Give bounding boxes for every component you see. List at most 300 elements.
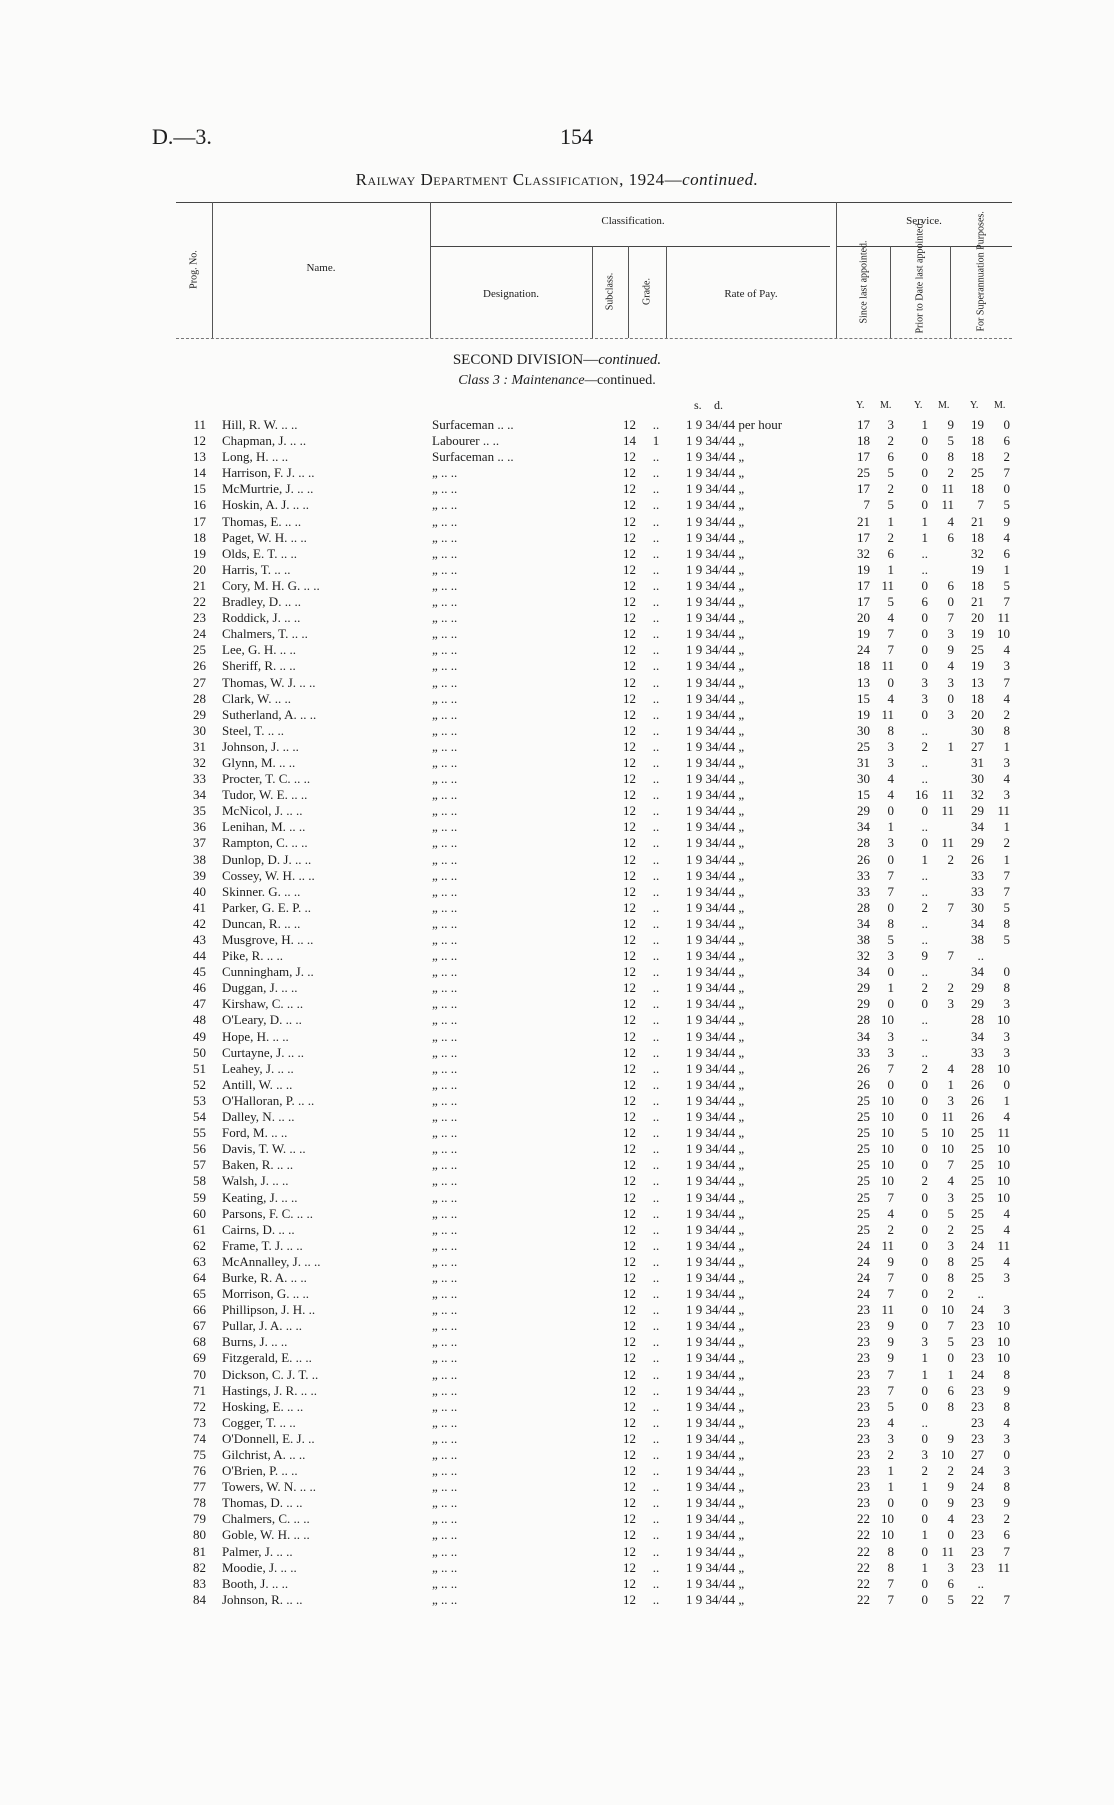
employee-name: Skinner. G. .. .. <box>222 883 301 899</box>
since-months: 1 <box>887 1463 894 1479</box>
prior-months: 4 <box>947 1511 954 1527</box>
prog-number: 49 <box>193 1028 206 1044</box>
designation: „ .. .. <box>432 1334 458 1350</box>
since-months: 7 <box>887 642 894 658</box>
designation: „ .. .. <box>432 819 458 835</box>
employee-name: Thomas, E. .. .. <box>222 513 302 529</box>
grade: .. <box>652 964 660 980</box>
prog-number: 55 <box>193 1125 206 1141</box>
grade: .. <box>652 754 660 770</box>
prog-number: 78 <box>193 1495 206 1511</box>
designation: „ .. .. <box>432 1463 458 1479</box>
prior-years: 1 <box>921 417 928 432</box>
rate-of-pay: 1 9 34/44 „ <box>686 1511 745 1527</box>
since-months: 10 <box>881 1173 894 1189</box>
prior-months: 9 <box>947 417 954 432</box>
subclass: 12 <box>623 626 636 642</box>
super-months: 5 <box>1003 577 1010 593</box>
division-text: SECOND DIVISION— <box>452 352 599 368</box>
prog-number: 36 <box>193 819 206 835</box>
super-months: 3 <box>1003 658 1010 674</box>
designation: „ .. .. <box>432 835 458 851</box>
grade: .. <box>652 1157 660 1173</box>
subclass: 12 <box>623 819 636 835</box>
employee-name: Thomas, W. J. .. .. <box>222 674 316 690</box>
super-years: 30 <box>971 722 984 738</box>
since-months: 11 <box>881 706 894 722</box>
rate-of-pay: 1 9 34/44 „ <box>686 787 745 803</box>
employee-name: O'Donnell, E. J. .. <box>222 1430 315 1446</box>
prog-number: 32 <box>193 754 206 770</box>
prog-number: 41 <box>193 899 206 915</box>
super-years: 23 <box>971 1543 984 1559</box>
since-years: 28 <box>857 899 870 915</box>
designation: Surfaceman .. .. <box>432 417 514 432</box>
prior-years: 0 <box>921 497 928 513</box>
since-years: 22 <box>857 1559 870 1575</box>
grade: .. <box>652 1173 660 1189</box>
since-years: 23 <box>857 1414 870 1430</box>
prior-years: .. <box>921 754 928 770</box>
table-row <box>0 868 1114 884</box>
super-months: 3 <box>1003 754 1010 770</box>
table-row <box>0 1399 1114 1415</box>
employee-name: Dunlop, D. J. .. .. <box>222 851 312 867</box>
super-months: 9 <box>1003 1495 1010 1511</box>
designation: „ .. .. <box>432 594 458 610</box>
grade: .. <box>652 883 660 899</box>
since-years: 22 <box>857 1591 870 1607</box>
designation: „ .. .. <box>432 1318 458 1334</box>
rate-of-pay: 1 9 34/44 „ <box>686 594 745 610</box>
designation: „ .. .. <box>432 545 458 561</box>
super-months: 3 <box>1003 1302 1010 1318</box>
table-row <box>0 514 1114 530</box>
table-row <box>0 1511 1114 1527</box>
employee-name: Chalmers, T. .. .. <box>222 626 308 642</box>
table-row <box>0 1222 1114 1238</box>
rate-of-pay: 1 9 34/44 „ <box>686 1350 745 1366</box>
grade: .. <box>652 948 660 964</box>
table-row <box>0 1334 1114 1350</box>
since-years: 24 <box>857 1269 870 1285</box>
table-row <box>0 465 1114 481</box>
designation: „ .. .. <box>432 1173 458 1189</box>
prior-years: 6 <box>921 594 928 610</box>
table-row <box>0 884 1114 900</box>
prior-months: 10 <box>941 1125 954 1141</box>
prior-months: 11 <box>941 1109 954 1125</box>
employee-name: Clark, W. .. .. <box>222 690 291 706</box>
super-years: 20 <box>971 706 984 722</box>
subclass: 12 <box>623 1173 636 1189</box>
rate-of-pay: 1 9 34/44 „ <box>686 1591 745 1607</box>
employee-name: Walsh, J. .. .. <box>222 1173 289 1189</box>
super-months: 10 <box>997 1060 1010 1076</box>
employee-name: Roddick, J. .. .. <box>222 610 301 626</box>
prog-number: 58 <box>193 1173 206 1189</box>
prior-months: 5 <box>947 1205 954 1221</box>
subclass: 12 <box>623 513 636 529</box>
table-row <box>0 964 1114 980</box>
designation: „ .. .. <box>432 706 458 722</box>
since-months: 7 <box>887 1366 894 1382</box>
prog-number: 71 <box>193 1382 206 1398</box>
super-months: 6 <box>1003 1527 1010 1543</box>
prog-number: 81 <box>193 1543 206 1559</box>
designation: „ .. .. <box>432 674 458 690</box>
since-months: 3 <box>887 1430 894 1446</box>
since-years: 32 <box>857 545 870 561</box>
prior-years: .. <box>921 915 928 931</box>
prog-number: 16 <box>193 497 206 513</box>
grade: .. <box>652 481 660 497</box>
since-years: 17 <box>857 481 870 497</box>
prog-number: 53 <box>193 1092 206 1108</box>
prior-months: 11 <box>941 803 954 819</box>
prior-years: 0 <box>921 1221 928 1237</box>
employee-name: Duggan, J. .. .. <box>222 980 298 996</box>
subclass: 12 <box>623 465 636 481</box>
grade: .. <box>652 1318 660 1334</box>
rate-of-pay: 1 9 34/44 „ <box>686 1076 745 1092</box>
prior-months: 3 <box>947 1092 954 1108</box>
table-row <box>0 610 1114 626</box>
super-years: 23 <box>971 1334 984 1350</box>
subclass: 12 <box>623 1012 636 1028</box>
since-months: 6 <box>887 449 894 465</box>
since-months: 5 <box>887 465 894 481</box>
super-years: 23 <box>971 1398 984 1414</box>
designation: „ .. .. <box>432 738 458 754</box>
prog-number: 33 <box>193 771 206 787</box>
since-months: 10 <box>881 1109 894 1125</box>
prior-months: 6 <box>947 529 954 545</box>
prior-months: 8 <box>947 1398 954 1414</box>
super-months: 5 <box>1003 899 1010 915</box>
super-months: 2 <box>1003 449 1010 465</box>
prog-number: 69 <box>193 1350 206 1366</box>
prior-years: 1 <box>921 1350 928 1366</box>
since-years: 25 <box>857 1157 870 1173</box>
super-years: 25 <box>971 465 984 481</box>
employee-name: Chapman, J. .. .. <box>222 433 307 449</box>
since-months: 4 <box>887 771 894 787</box>
prior-years: 0 <box>921 1382 928 1398</box>
prog-number: 47 <box>193 996 206 1012</box>
super-months: 7 <box>1003 674 1010 690</box>
super-years: 23 <box>971 1511 984 1527</box>
employee-name: Davis, T. W. .. .. <box>222 1141 306 1157</box>
rate-of-pay: 1 9 34/44 „ <box>686 1463 745 1479</box>
prog-number: 52 <box>193 1076 206 1092</box>
subclass: 12 <box>623 561 636 577</box>
table-row <box>0 1206 1114 1222</box>
prog-number: 40 <box>193 883 206 899</box>
subclass: 12 <box>623 1205 636 1221</box>
prior-months: 10 <box>941 1447 954 1462</box>
table-row <box>0 417 1114 433</box>
since-months: 3 <box>887 754 894 770</box>
prior-months: 3 <box>947 674 954 690</box>
prior-years: 0 <box>921 449 928 465</box>
since-years: 19 <box>857 626 870 642</box>
super-years: 34 <box>971 964 984 980</box>
designation: „ .. .. <box>432 529 458 545</box>
since-months: 0 <box>887 899 894 915</box>
subclass: 12 <box>623 1334 636 1350</box>
employee-name: Cunningham, J. .. <box>222 964 314 980</box>
employee-name: Antill, W. .. .. <box>222 1076 293 1092</box>
table-row <box>0 1495 1114 1511</box>
since-months: 4 <box>887 1205 894 1221</box>
subclass: 12 <box>623 787 636 803</box>
employee-name: Pike, R. .. .. <box>222 948 284 964</box>
prior-years: 0 <box>921 706 928 722</box>
grade: .. <box>652 1189 660 1205</box>
subclass: 12 <box>623 1221 636 1237</box>
subclass: 12 <box>623 1447 636 1462</box>
designation: „ .. .. <box>432 932 458 947</box>
prog-number: 45 <box>193 964 206 980</box>
designation: „ .. .. <box>432 497 458 513</box>
rate-of-pay: 1 9 34/44 „ <box>686 1141 745 1157</box>
grade: .. <box>652 561 660 577</box>
since-months: 7 <box>887 883 894 899</box>
prior-years: 0 <box>921 1398 928 1414</box>
since-years: 32 <box>857 948 870 964</box>
rate-of-pay: 1 9 34/44 „ <box>686 1237 745 1253</box>
prior-years: .. <box>921 1414 928 1430</box>
table-row <box>0 530 1114 546</box>
since-years: 18 <box>857 433 870 449</box>
designation: „ .. .. <box>432 899 458 915</box>
grade: .. <box>652 1414 660 1430</box>
super-years: 13 <box>971 674 984 690</box>
class-heading <box>0 373 1114 389</box>
since-years: 25 <box>857 1125 870 1141</box>
subclass: 12 <box>623 851 636 867</box>
subclass: 12 <box>623 529 636 545</box>
page-title <box>0 170 1114 190</box>
designation: „ .. .. <box>432 642 458 658</box>
super-months: 6 <box>1003 433 1010 449</box>
since-months: 3 <box>887 417 894 432</box>
rate-of-pay: 1 9 34/44 „ <box>686 899 745 915</box>
prog-number: 72 <box>193 1398 206 1414</box>
grade: .. <box>652 577 660 593</box>
grade: .. <box>652 1060 660 1076</box>
rate-of-pay: 1 9 34/44 „ <box>686 738 745 754</box>
subclass: 12 <box>623 1157 636 1173</box>
super-years: 26 <box>971 1092 984 1108</box>
table-row <box>0 1077 1114 1093</box>
since-months: 7 <box>887 867 894 883</box>
rate-of-pay: 1 9 34/44 „ <box>686 883 745 899</box>
prior-months: 7 <box>947 610 954 626</box>
prior-years: .. <box>921 545 928 561</box>
class-suffix: continued. <box>597 373 656 388</box>
prior-months: 8 <box>947 1269 954 1285</box>
since-years: 17 <box>857 577 870 593</box>
since-months: 1 <box>887 980 894 996</box>
table-row <box>0 1238 1114 1254</box>
since-years: 28 <box>857 1012 870 1028</box>
subclass: 12 <box>623 642 636 658</box>
divider-designation <box>592 246 593 338</box>
subclass: 12 <box>623 1398 636 1414</box>
employee-name: Chalmers, C. .. .. <box>222 1511 310 1527</box>
prog-number: 50 <box>193 1044 206 1060</box>
prog-number: 74 <box>193 1430 206 1446</box>
grade: .. <box>652 771 660 787</box>
prior-years: 2 <box>921 1173 928 1189</box>
rate-of-pay: 1 9 34/44 „ <box>686 964 745 980</box>
since-years: 34 <box>857 1028 870 1044</box>
grade: .. <box>652 1302 660 1318</box>
prior-years: 0 <box>921 1237 928 1253</box>
table-row <box>0 819 1114 835</box>
subclass: 12 <box>623 1559 636 1575</box>
designation: „ .. .. <box>432 1044 458 1060</box>
grade: .. <box>652 980 660 996</box>
grade: .. <box>652 1221 660 1237</box>
since-years: 20 <box>857 610 870 626</box>
since-months: 3 <box>887 738 894 754</box>
employee-name: Bradley, D. .. .. <box>222 594 301 610</box>
table-row <box>0 1286 1114 1302</box>
super-years: 32 <box>971 787 984 803</box>
prior-months: 2 <box>947 1221 954 1237</box>
grade: .. <box>652 1350 660 1366</box>
subclass: 12 <box>623 1366 636 1382</box>
designation: „ .. .. <box>432 1205 458 1221</box>
since-months: 2 <box>887 1447 894 1462</box>
since-years: 23 <box>857 1495 870 1511</box>
prog-number: 14 <box>193 465 206 481</box>
since-years: 25 <box>857 1221 870 1237</box>
since-years: 30 <box>857 722 870 738</box>
since-months: 11 <box>881 1302 894 1318</box>
prog-number: 21 <box>193 577 206 593</box>
prior-months: 9 <box>947 1430 954 1446</box>
designation: „ .. .. <box>432 867 458 883</box>
prog-number: 15 <box>193 481 206 497</box>
super-years: 20 <box>971 610 984 626</box>
designation: „ .. .. <box>432 1157 458 1173</box>
super-years: 24 <box>971 1463 984 1479</box>
employee-name: Duncan, R. .. .. <box>222 915 301 931</box>
super-months: 8 <box>1003 1398 1010 1414</box>
designation: „ .. .. <box>432 481 458 497</box>
since-months: 7 <box>887 626 894 642</box>
designation: „ .. .. <box>432 803 458 819</box>
super-years: 24 <box>971 1302 984 1318</box>
subclass: 12 <box>623 948 636 964</box>
employee-name: McNicol, J. .. .. <box>222 803 303 819</box>
prior-years: 0 <box>921 835 928 851</box>
since-years: 26 <box>857 1076 870 1092</box>
since-years: 22 <box>857 1527 870 1543</box>
prog-number: 64 <box>193 1269 206 1285</box>
prior-months: 2 <box>947 980 954 996</box>
since-months: 7 <box>887 1591 894 1607</box>
prior-years: .. <box>921 771 928 787</box>
table-row <box>0 1560 1114 1576</box>
employee-name: O'Halloran, P. .. .. <box>222 1092 315 1108</box>
table-row <box>0 1045 1114 1061</box>
prior-years: 0 <box>921 1205 928 1221</box>
grade: .. <box>652 545 660 561</box>
designation: „ .. .. <box>432 1269 458 1285</box>
prior-years: 0 <box>921 1302 928 1318</box>
since-years: 17 <box>857 594 870 610</box>
super-months: 3 <box>1003 1430 1010 1446</box>
col-prog-no: Prog. No. <box>188 250 200 289</box>
super-months: 3 <box>1003 996 1010 1012</box>
since-months: 0 <box>887 851 894 867</box>
designation: „ .. .. <box>432 1092 458 1108</box>
grade: .. <box>652 1447 660 1462</box>
rate-of-pay: 1 9 34/44 „ <box>686 1092 745 1108</box>
prog-number: 13 <box>193 449 206 465</box>
subclass: 12 <box>623 1109 636 1125</box>
grade: .. <box>652 851 660 867</box>
super-years: 25 <box>971 1189 984 1205</box>
since-years: 23 <box>857 1350 870 1366</box>
rate-of-pay: 1 9 34/44 „ <box>686 690 745 706</box>
super-months: 11 <box>997 803 1010 819</box>
rate-of-pay: 1 9 34/44 „ <box>686 1302 745 1318</box>
unit-pence: d. <box>714 398 723 412</box>
prior-years: 0 <box>921 1511 928 1527</box>
subclass: 12 <box>623 803 636 819</box>
prog-number: 23 <box>193 610 206 626</box>
class-name: Maintenance— <box>511 373 598 388</box>
since-years: 23 <box>857 1382 870 1398</box>
super-months: 4 <box>1003 1414 1010 1430</box>
since-years: 23 <box>857 1302 870 1318</box>
prog-number: 63 <box>193 1253 206 1269</box>
subclass: 14 <box>623 433 636 449</box>
prior-years: 0 <box>921 481 928 497</box>
table-row <box>0 739 1114 755</box>
subclass: 12 <box>623 932 636 947</box>
table-row <box>0 626 1114 642</box>
since-months: 6 <box>887 545 894 561</box>
since-months: 4 <box>887 610 894 626</box>
rate-of-pay: 1 9 34/44 „ <box>686 932 745 947</box>
prior-months: 6 <box>947 1382 954 1398</box>
grade: .. <box>652 610 660 626</box>
super-months: 7 <box>1003 1543 1010 1559</box>
subclass: 12 <box>623 417 636 432</box>
unit-years-super: Y. <box>970 400 979 411</box>
since-years: 25 <box>857 1109 870 1125</box>
designation: „ .. .. <box>432 787 458 803</box>
since-months: 0 <box>887 1076 894 1092</box>
designation: „ .. .. <box>432 1430 458 1446</box>
grade: 1 <box>652 433 660 449</box>
super-years: 23 <box>971 1430 984 1446</box>
super-months: 3 <box>1003 787 1010 803</box>
super-years: 23 <box>971 1495 984 1511</box>
table-row <box>0 1367 1114 1383</box>
rate-of-pay: 1 9 34/44 „ <box>686 481 745 497</box>
rate-of-pay: 1 9 34/44 „ <box>686 1479 745 1495</box>
since-years: 19 <box>857 706 870 722</box>
super-years: 25 <box>971 1221 984 1237</box>
